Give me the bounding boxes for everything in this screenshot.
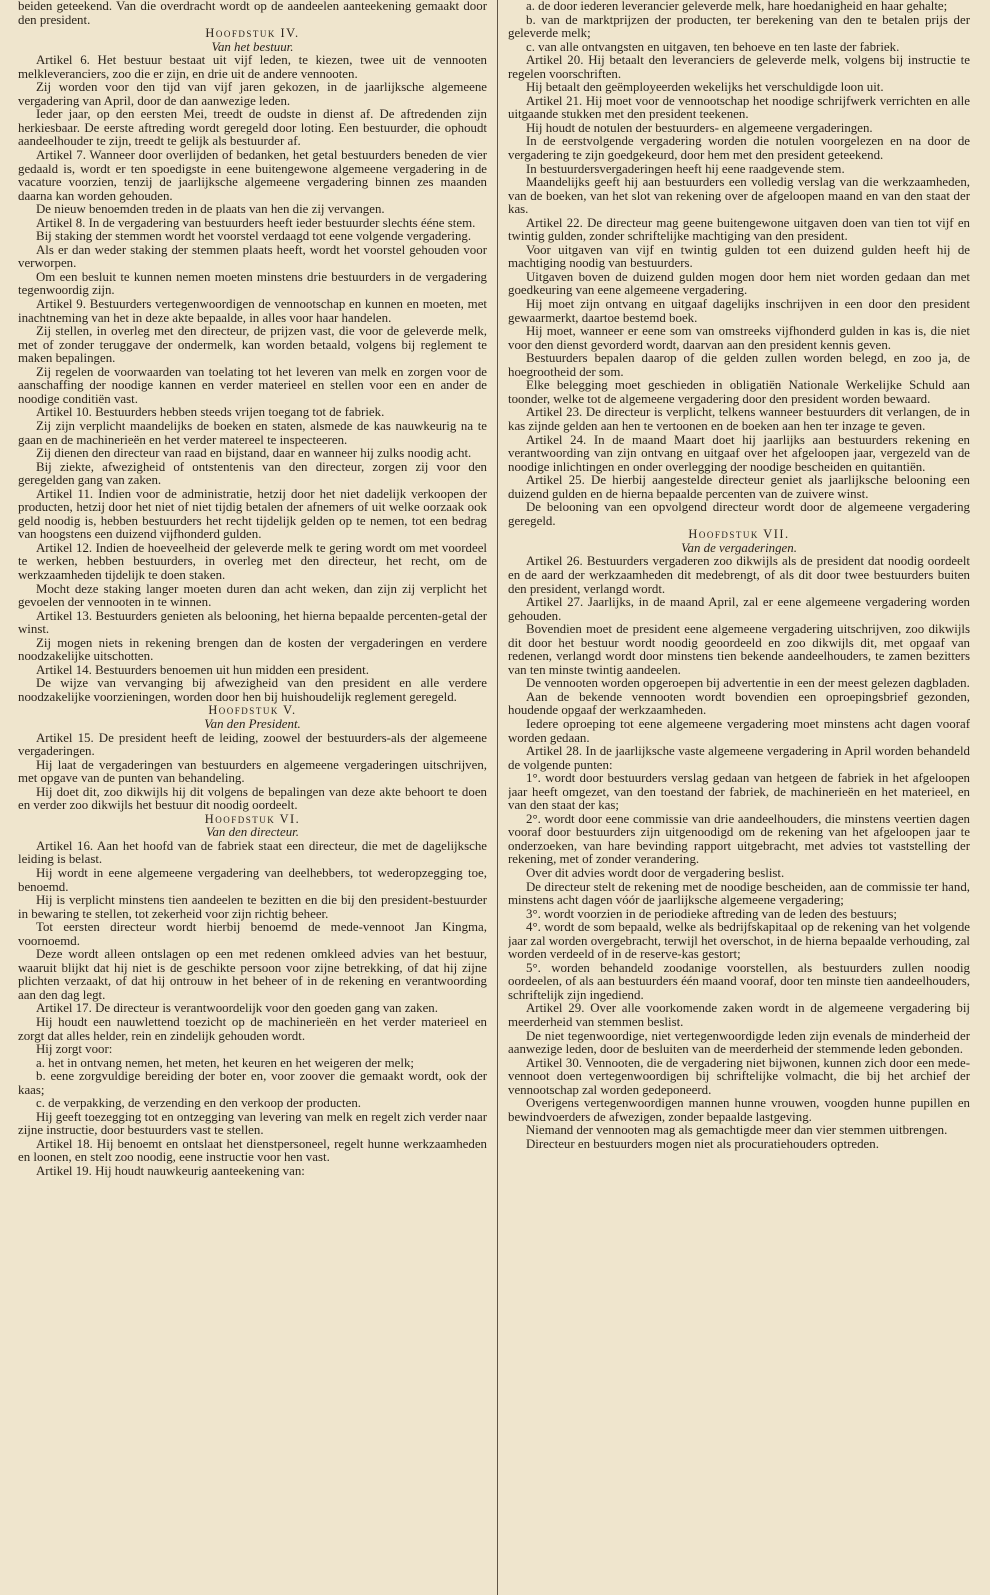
article-paragraph: De belooning van een opvolgend directeur wordt door de algemeene vergadering geregeld.: [508, 500, 970, 528]
list-item: c. de verpakking, de verzending en den verkoop der producten.: [36, 1096, 362, 1111]
article-paragraph: In bestuurdersvergaderingen heeft hij eene raadgevende stem.: [526, 161, 845, 176]
chapter-heading: Hoofdstuk VII.: [688, 527, 790, 542]
list-item: 1°. wordt door bestuurders verslag gedaan van hetgeen de fabriek in het afgeloopen jaar heeft omgezet, van den toestand der fabriek, de machinerieën en het materieel, en van den staat der kas;: [508, 771, 970, 813]
article-paragraph: Directeur en bestuurders mogen niet als procuratiehouders optreden.: [526, 1136, 879, 1151]
article-paragraph: Artikel 26. Bestuurders vergaderen zoo dikwijls als de president dat noodig oordeelt en de aard der werkzaamheden dit medebrengt, of als dit door twee bestuurders buiten den president, verlangd wordt.: [508, 554, 970, 596]
article-paragraph: Artikel 24. In de maand Maart doet hij jaarlijks aan bestuurders rekening en verantwoording van zijn ontvang en uitgaaf over het afgeloopen jaar, vergezeld van de noodige inlichtingen en onder overlegging der noodige bescheiden en quitantiën.: [508, 432, 970, 474]
article-paragraph: De vennooten worden opgeroepen bij advertentie in een der meest gelezen dagbladen.: [526, 676, 970, 691]
article-paragraph: Artikel 28. In de jaarlijksche vaste algemeene vergadering in April worden behandeld de volgende punten:: [508, 744, 970, 772]
article-paragraph: Over dit advies wordt door de vergadering beslist.: [526, 866, 785, 880]
article-paragraph: Artikel 20. Hij betaalt den leveranciers de geleverde melk, volgens bij instructie te regelen voorschriften.: [508, 53, 970, 81]
article-paragraph: Artikel 12. Indien de hoeveelheid der geleverde melk te gering wordt om met voordeel te werken, hebben bestuurders, in overleg met den directeur, het recht, om de werkzaamheden tijdelijk te doen staken.: [18, 540, 487, 582]
article-paragraph: Voor uitgaven van vijf en twintig gulden tot een duizend gulden heeft hij de machtiging noodig van bestuurders.: [508, 242, 970, 271]
article-paragraph: Artikel 22. De directeur mag geene buitengewone uitgaven doen van tien tot vijf en twintig gulden, zonder schriftelijke machtiging van den president.: [508, 215, 970, 244]
article-paragraph: Hij houdt de notulen der bestuurders- en algemeene vergaderingen.: [526, 120, 873, 135]
article-paragraph: Hij moet zijn ontvang en uitgaaf dagelijks inschrijven in een door den president gewaarmerkt, daartoe bestemd boek.: [508, 297, 970, 325]
article-paragraph: Artikel 9. Bestuurders vertegenwoordigen de vennootschap en kunnen en moeten, met inachtneming van het in deze akte bepaalde, in alles voor haar handelen.: [18, 297, 487, 325]
article-paragraph: Artikel 17. De directeur is verantwoordelijk voor den goeden gang van zaken.: [36, 1001, 438, 1016]
article-paragraph: Hij geeft toezegging tot en ontzegging van levering van melk en regelt zich verder naar zijne instructie, door bestuurders vast te stellen.: [18, 1109, 487, 1138]
list-item: b. eene zorgvuldige bereiding der boter en, voor zoover die gemaakt wordt, ook der kaas;: [18, 1069, 487, 1097]
article-paragraph: Hij wordt in eene algemeene vergadering van deelhebbers, tot wederopzegging toe, benoemd.: [18, 866, 487, 894]
chapter-heading: Hoofdstuk IV.: [205, 26, 300, 41]
article-paragraph: Bij staking der stemmen wordt het voorstel verdaagd tot eene volgende vergadering.: [36, 229, 472, 244]
article-paragraph: De niet tegenwoordige, niet vertegenwoordigde leden zijn evenals de minderheid der aanwezige leden, door de besluiten van de meerderheid der stemmende leden gebonden.: [508, 1028, 970, 1057]
article-paragraph: Artikel 11. Indien voor de administratie, hetzij door het niet dadelijk verkoopen der producten, hetzij door het niet of niet tijdig betalen der afnemers of uit welke oorzaak ook geld noodig is, hebben bestuurders het recht tijdelijk gelden op te nemen, tot een bedrag van hoogstens een duizend vijfhonderd gulden.: [18, 486, 487, 542]
list-item: b. van de marktprijzen der producten, ter berekening van den te betalen prijs der geleverde melk;: [508, 12, 970, 41]
article-paragraph: Deze wordt alleen ontslagen op een met redenen omkleed advies van het bestuur, waaruit blijkt dat hij niet is de geschikte persoon voor zijne betrekking, of dat hij zijne plichten verzaakt, of dat hij ontrouw in het beheer of in de rekening en verantwoording aan den dag legt.: [18, 947, 487, 1002]
article-paragraph: Artikel 27. Jaarlijks, in de maand April, zal er eene algemeene vergadering worden gehouden.: [508, 595, 970, 623]
article-paragraph: De directeur stelt de rekening met de noodige bescheiden, aan de commissie ter hand, minstens acht dagen vóór de jaarlijksche algemeene vergadering;: [508, 879, 970, 908]
article-paragraph: Artikel 7. Wanneer door overlijden of bedanken, het getal bestuurders beneden de vier gedaald is, wordt er ten spoedigste in eene buitengewone algemeene vergadering in de vacature voorzien, tenzij de jaarlijksche algemeene vergadering binnen zes maanden daarna kan worden gehouden.: [18, 148, 487, 203]
article-paragraph: Mocht deze staking langer moeten duren dan acht weken, dan zijn zij verplicht het gevoelen der vennooten in te winnen.: [18, 581, 487, 610]
article-paragraph: beiden geteekend. Van die overdracht wordt op de aandeelen aanteekening gemaakt door den president.: [18, 0, 487, 27]
chapter-heading: Hoofdstuk V.: [208, 703, 297, 718]
article-paragraph: Als er dan weder staking der stemmen plaats heeft, wordt het voorstel gehouden voor verworpen.: [18, 242, 487, 271]
article-paragraph: Artikel 14. Bestuurders benoemen uit hun midden een president.: [36, 662, 369, 677]
left-column: [18, 0, 487, 1595]
list-item: 2°. wordt door eene commissie van drie aandeelhouders, die minstens veertien dagen vooraf door bestuurders zijn uitgenoodigd om de rekening van het afgeloopen jaar te onderzoeken, van hare bevinding rapport uitgebracht, met advies tot vaststelling der rekening, met of zonder verandering.: [508, 811, 970, 867]
article-paragraph: Bovendien moet de president eene algemeene vergadering uitschrijven, zoo dikwijls dit door het bestuur wordt noodig geoordeeld en zoo dikwijls dit, met opgaaf van redenen, verlangd wordt door minstens tien bekende aandeelhouders, te zamen bezitters van ten minste twintig aandeelen.: [508, 622, 970, 677]
list-item: c. van alle ontvangsten en uitgaven, ten behoeve en ten laste der fabriek.: [526, 39, 900, 54]
article-paragraph: Artikel 16. Aan het hoofd van de fabriek staat een directeur, die met de dagelijksche leiding is belast.: [18, 838, 487, 867]
article-paragraph: Artikel 30. Vennooten, die de vergadering niet bijwonen, kunnen zich door een mede-vennoot doen vertegenwoordigen bij schriftelijke volmacht, die bij het archief der vennootschap zal worden gedeponeerd.: [508, 1055, 970, 1097]
article-paragraph: Hij laat de vergaderingen van bestuurders en algemeene vergaderingen uitschrijven, met opgave van de punten van behandeling.: [18, 757, 487, 786]
article-paragraph: Zij zijn verplicht maandelijks de boeken en staten, alsmede de kas nauwkeurig na te gaan en de machinerieën en het verder matereel te inspecteeren.: [18, 418, 487, 447]
list-item: 3°. wordt voorzien in de periodieke aftreding van de leden des bestuurs;: [526, 906, 897, 921]
article-paragraph: Hij doet dit, zoo dikwijls hij dit volgens de bepalingen van deze akte behoort te doen en verder zoo dikwijls het bestuur dit noodig oordeelt.: [18, 784, 487, 813]
article-paragraph: Artikel 6. Het bestuur bestaat uit vijf leden, te kiezen, twee uit de vennooten melkleveranciers, zoo die er zijn, en drie uit de andere vennooten.: [18, 53, 487, 81]
list-item: a. de door iederen leverancier geleverde melk, hare hoedanigheid en haar gehalte;: [526, 0, 948, 13]
chapter-heading: Hoofdstuk VI.: [204, 811, 301, 826]
article-paragraph: Uitgaven boven de duizend gulden mogen door hem niet worden gedaan dan met goedkeuring van eene algemeene vergadering.: [508, 269, 970, 298]
article-paragraph: Niemand der vennooten mag als gemachtigde meer dan vier stemmen uitbrengen.: [526, 1123, 948, 1138]
article-paragraph: Maandelijks geeft hij aan bestuurders een volledig verslag van die werkzaamheden, van de boeken, van het slot van rekening over de afgeloopen maand en van den staat der kas.: [508, 175, 970, 217]
chapter-subtitle: Van den President.: [204, 716, 301, 731]
article-paragraph: Hij betaalt den geëmployeerden wekelijks het verschuldigde loon uit.: [526, 80, 884, 95]
article-paragraph: Artikel 15. De president heeft de leiding, zoowel der bestuurders-als der algemeene vergaderingen.: [18, 730, 487, 759]
article-paragraph: Overigens vertegenwoordigen mannen hunne vrouwen, voogden hunne pupillen en bewindvoerders de afwezigen, zonder bepaalde lastgeving.: [508, 1096, 970, 1124]
article-paragraph: Hij moet, wanneer er eene som van omstreeks vijfhonderd gulden in kas is, die niet voor den dienst gevorderd wordt, daarvan aan den president kennis geven.: [508, 324, 970, 352]
article-paragraph: De wijze van vervanging bij afwezigheid van den president en alle verdere noodzakelijke voorzieningen, worden door hen bij huishoudelijk reglement geregeld.: [18, 676, 487, 704]
article-paragraph: In de eerstvolgende vergadering worden die notulen voorgelezen en na door de vergadering te zijn goedgekeurd, door hem met den president geteekend.: [508, 134, 970, 163]
article-paragraph: Bestuurders bepalen daarop of die gelden zullen worden belegd, en zoo ja, de hoegrootheid der som.: [508, 351, 970, 379]
article-paragraph: Iedere oproeping tot eene algemeene vergadering moet minstens acht dagen vooraf worden gedaan.: [508, 716, 970, 745]
article-paragraph: Elke belegging moet geschieden in obligatiën Nationale Werkelijke Schuld aan toonder, welke tot de algemeene vergadering door den president worden bewaard.: [508, 378, 970, 406]
article-paragraph: Zij regelen de voorwaarden van toelating tot het leveren van melk en zorgen voor de aanschaffing der noodige kannen en verder materieel en stellen voor een en ander de noodige conditiën vast.: [18, 364, 487, 406]
article-paragraph: Artikel 29. Over alle voorkomende zaken wordt in de algemeene vergadering bij meerderheid van stemmen beslist.: [508, 1001, 970, 1030]
article-paragraph: Zij stellen, in overleg met den directeur, de prijzen vast, die voor de geleverde melk, met of zonder teruggave der ondermelk, kan worden betaald, volgens bij reglement te maken bepalingen.: [18, 324, 487, 366]
right-column: [508, 0, 970, 1595]
article-paragraph: Artikel 10. Bestuurders hebben steeds vrijen toegang tot de fabriek.: [36, 405, 385, 420]
article-paragraph: Ieder jaar, op den eersten Mei, treedt de oudste in dienst af. De aftredenden zijn herkiesbaar. De eerste aftreding wordt geregeld door loting. Een bestuurder, die ophoudt aandeelhouder te zijn, treedt te gelijk als bestuurder af.: [18, 107, 487, 149]
article-paragraph: Artikel 25. De hierbij aangestelde directeur geniet als jaarlijksche belooning een duizend gulden en de hierna bepaalde percenten van de zuivere winst.: [508, 473, 970, 501]
article-paragraph: Tot eersten directeur wordt hierbij benoemd de mede-vennoot Jan Kingma, voornoemd.: [18, 920, 487, 948]
article-paragraph: De nieuw benoemden treden in de plaats van hen die zij vervangen.: [36, 202, 385, 217]
article-paragraph: Artikel 18. Hij benoemt en ontslaat het dienstpersoneel, regelt hunne werkzaamheden en loonen, en stelt zoo noodig, eene instructie voor hen vast.: [18, 1136, 487, 1165]
article-paragraph: Om een besluit te kunnen nemen moeten minstens drie bestuurders in de vergadering tegenwoordig zijn.: [18, 269, 487, 298]
article-paragraph: Hij zorgt voor:: [36, 1042, 113, 1057]
article-paragraph: Hij is verplicht minstens tien aandeelen te bezitten en die bij den president-bestuurder in bewaring te stellen, tot zekerheid voor zijn richtig beheer.: [18, 893, 487, 921]
article-paragraph: Artikel 23. De directeur is verplicht, telkens wanneer bestuurders dit verlangen, de in kas zijnde gelden aan hen te vertoonen en de boeken aan hen ter inzage te geven.: [508, 405, 970, 433]
article-paragraph: Zij dienen den directeur van raad en bijstand, daar en wanneer hij zulks noodig acht.: [36, 446, 472, 461]
article-paragraph: Zij mogen niets in rekening brengen dan de kosten der vergaderingen en verdere noodzakelijke uitschotten.: [18, 635, 487, 664]
chapter-subtitle: Van den directeur.: [206, 825, 299, 840]
list-item: 5°. worden behandeld zoodanige voorstellen, als bestuurders zullen noodig oordeelen, of als aan bestuurders één maand vooraf, door ten minste tien aandeelhouders, schriftelijk zijn ingediend.: [508, 960, 970, 1002]
column-divider: [497, 0, 498, 1595]
article-paragraph: Artikel 19. Hij houdt nauwkeurig aanteekening van:: [36, 1164, 305, 1179]
chapter-subtitle: Van het bestuur.: [211, 39, 294, 54]
article-paragraph: Bij ziekte, afwezigheid of ontstentenis van den directeur, zorgen zij voor den geregelden gang van zaken.: [18, 459, 487, 488]
article-paragraph: Hij houdt een nauwlettend toezicht op de machinerieën en het verder materieel en zorgt dat alles helder, rein en zindelijk gehouden wordt.: [18, 1015, 487, 1043]
article-paragraph: Artikel 13. Bestuurders genieten als belooning, het hierna bepaalde percenten-getal der winst.: [18, 608, 487, 637]
article-paragraph: Artikel 8. In de vergadering van bestuurders heeft ieder bestuurder slechts ééne stem.: [36, 215, 476, 230]
article-paragraph: Zij worden voor den tijd van vijf jaren gekozen, in de jaarlijksche algemeene vergadering van April, door de dan aanwezige leden.: [18, 80, 487, 108]
article-paragraph: Aan de bekende vennooten wordt bovendien een oproepingsbrief gezonden, houdende opgaaf der werkzaamheden.: [508, 689, 970, 718]
chapter-subtitle: Van de vergaderingen.: [681, 540, 797, 555]
list-item: a. het in ontvang nemen, het meten, het keuren en het weigeren der melk;: [36, 1055, 414, 1070]
list-item: 4°. wordt de som bepaald, welke als bedrijfskapitaal op de rekening van het volgende jaar zal worden overgebracht, terwijl het overschot, in de hierna bepaalde verhouding, zal worden verdeeld of in de reserve-kas gestort;: [508, 920, 970, 962]
article-paragraph: Artikel 21. Hij moet voor de vennootschap het noodige schrijfwerk verrichten en alle uitgaande stukken met den president teekenen.: [508, 93, 970, 122]
